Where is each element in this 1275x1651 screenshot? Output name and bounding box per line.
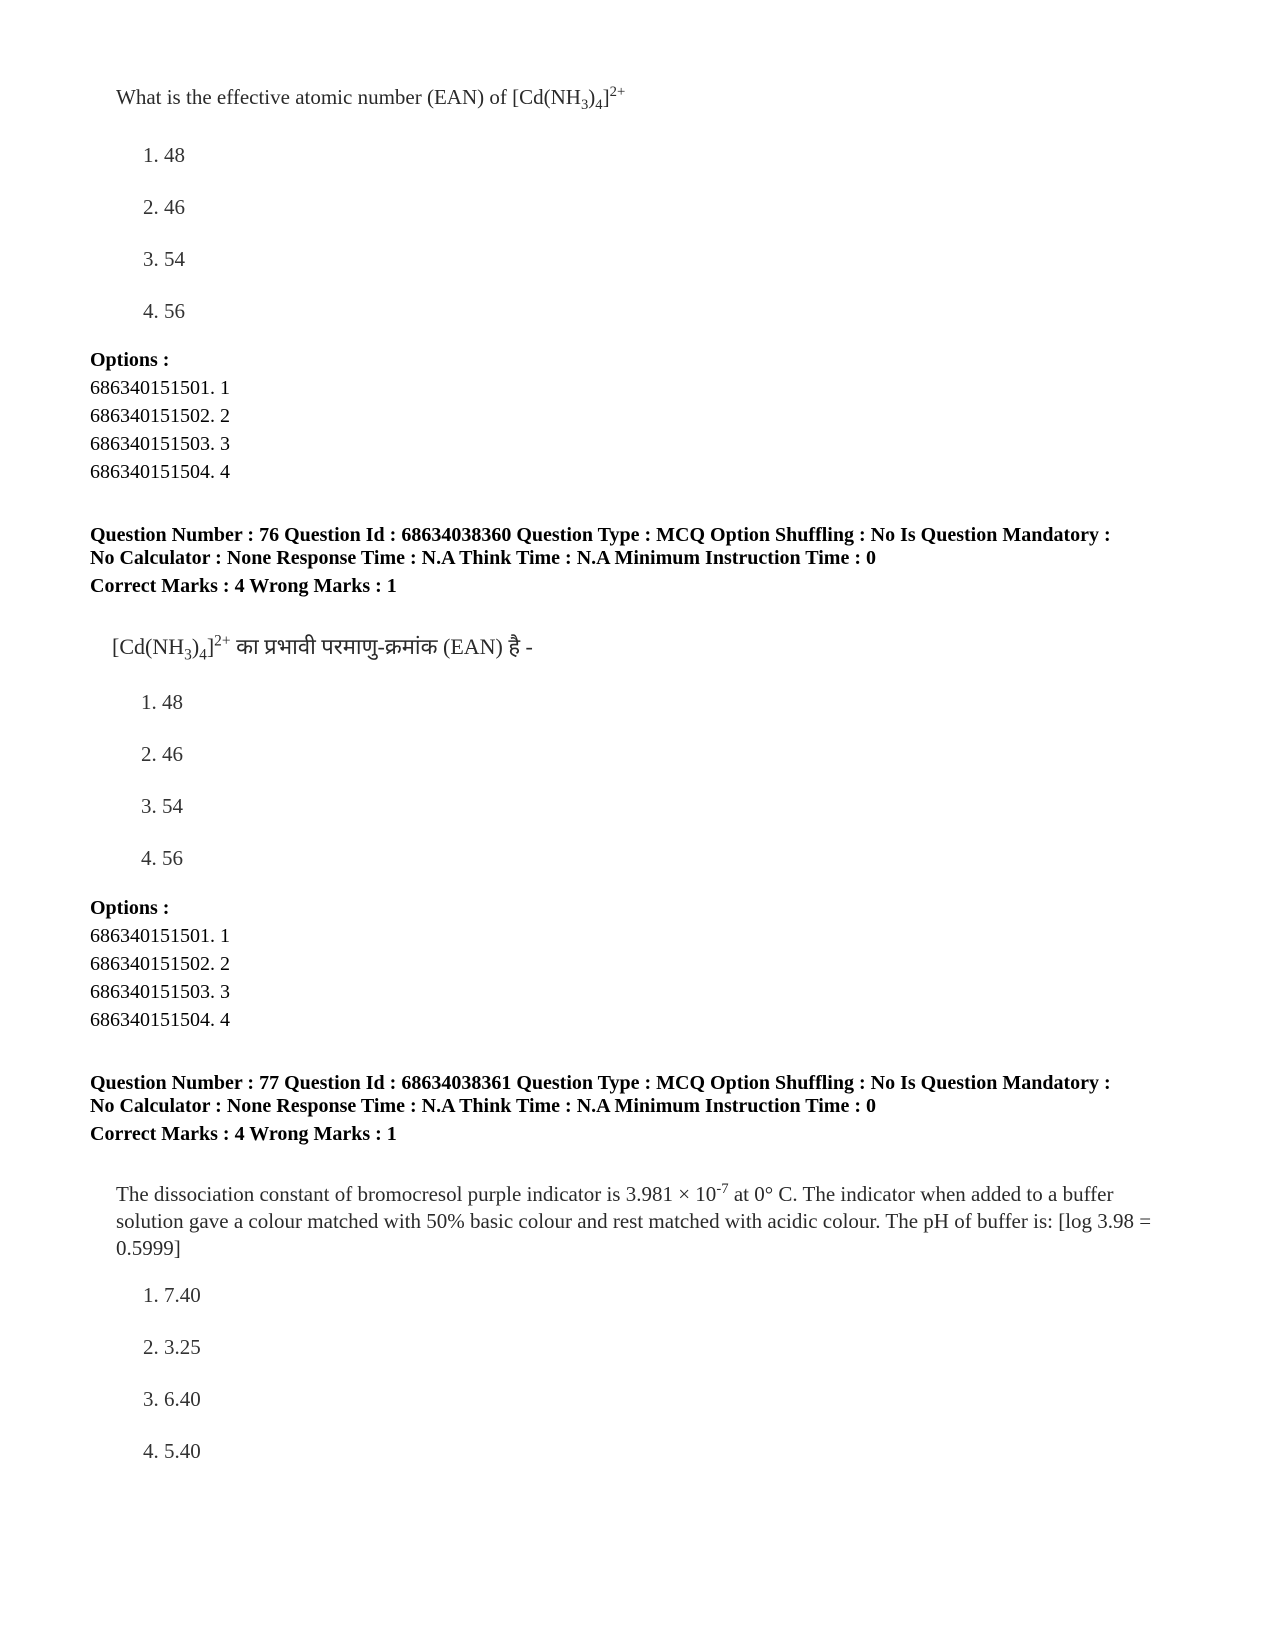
question-75-option-id-2: 686340151502. 2 — [90, 405, 230, 427]
question-76-option-id-2: 686340151502. 2 — [90, 953, 230, 975]
question-75-option-id-3: 686340151503. 3 — [90, 433, 230, 455]
question-75-options-label: Options : — [90, 349, 170, 371]
question-77-marks: Correct Marks : 4 Wrong Marks : 1 — [90, 1123, 397, 1145]
question-75-stem: What is the effective atomic number (EAN) of $[Cd(NH_3)_4]^{2+}$ — [116, 84, 626, 114]
question-76-option-id-4: 686340151504. 4 — [90, 1009, 230, 1031]
question-75-choice-3: 3. 54 — [143, 247, 185, 271]
question-76-marks: Correct Marks : 4 Wrong Marks : 1 — [90, 575, 397, 597]
question-76-choice-2: 2. 46 — [141, 742, 183, 766]
question-75-choice-4: 4. 56 — [143, 299, 185, 323]
question-75-choice-2: 2. 46 — [143, 195, 185, 219]
question-77-choice-4: 4. 5.40 — [143, 1439, 201, 1463]
question-77-choice-1: 1. 7.40 — [143, 1283, 201, 1307]
question-76-choice-4: 4. 56 — [141, 846, 183, 870]
question-76-meta-line-1: Question Number : 76 Question Id : 68634038360 Question Type : MCQ Option Shuffling : No Is Question Mandatory : — [90, 524, 1111, 546]
question-77-choice-2: 2. 3.25 — [143, 1335, 201, 1359]
question-76-option-id-1: 686340151501. 1 — [90, 925, 230, 947]
question-76-options-label: Options : — [90, 897, 170, 919]
question-77-meta-line-2: No Calculator : None Response Time : N.A Think Time : N.A Minimum Instruction Time : 0 — [90, 1095, 876, 1117]
question-75-option-id-4: 686340151504. 4 — [90, 461, 230, 483]
question-77-stem: The dissociation constant of bromocresol purple indicator is $3.981 \times 10^{-7}$ at 0° C. The indicator when added to a buffer solution gave a colour matched with 50% basic colour and rest matched with acidic colour. The pH of buffer is: [log 3.98 = 0.5999] — [116, 1181, 1152, 1261]
question-76-stem: $[Cd(NH_3)_4]^{2+}$ का प्रभावी परमाणु-क्रमांक (EAN) है - — [112, 632, 533, 664]
question-75-choice-1: 1. 48 — [143, 143, 185, 167]
question-76-choice-1: 1. 48 — [141, 690, 183, 714]
question-75-option-id-1: 686340151501. 1 — [90, 377, 230, 399]
question-77-choice-3: 3. 6.40 — [143, 1387, 201, 1411]
question-76-meta-line-2: No Calculator : None Response Time : N.A Think Time : N.A Minimum Instruction Time : 0 — [90, 547, 876, 569]
question-76-option-id-3: 686340151503. 3 — [90, 981, 230, 1003]
question-77-meta-line-1: Question Number : 77 Question Id : 68634038361 Question Type : MCQ Option Shuffling : No Is Question Mandatory : — [90, 1072, 1111, 1094]
question-76-choice-3: 3. 54 — [141, 794, 183, 818]
